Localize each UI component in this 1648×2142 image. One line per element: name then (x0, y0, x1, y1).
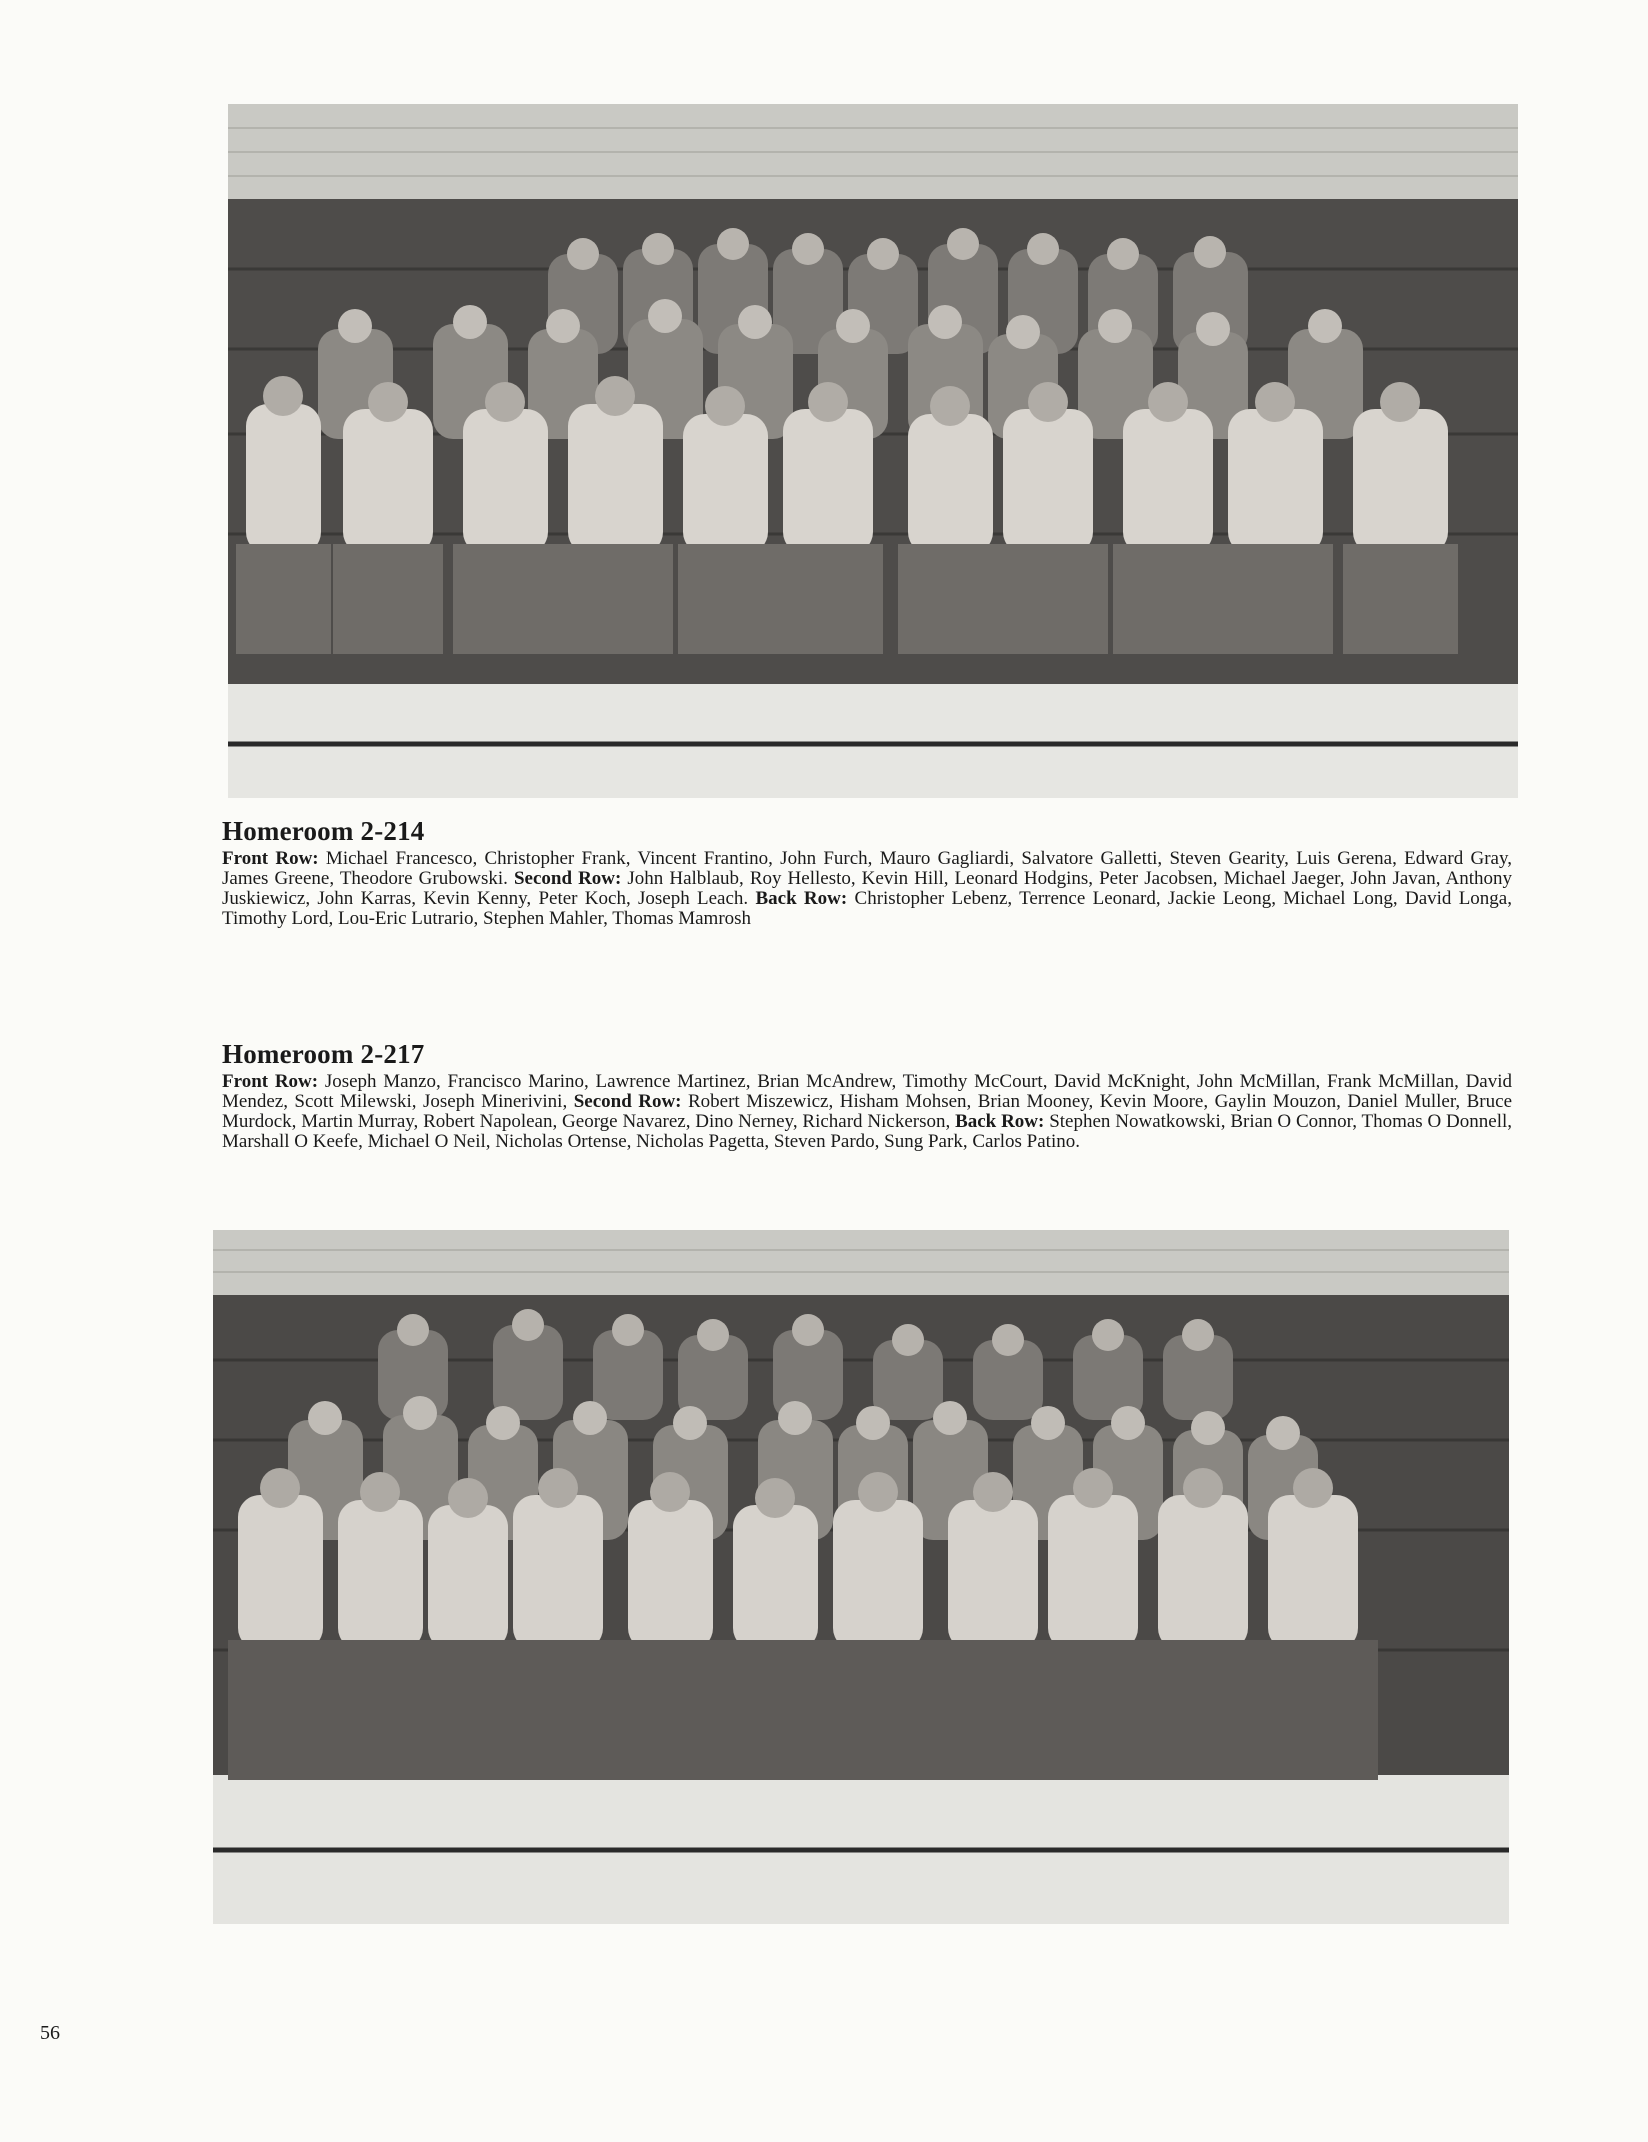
back-row-label: Back Row: (955, 1111, 1045, 1132)
homeroom-title: Homeroom 2-214 (222, 816, 425, 846)
front-row-names: Michael Francesco, Christopher Frank, Vincent Frantino, John Furch, Mauro Gagliardi, Salvatore Galletti, Steven Gearity, Luis Gerena, Edward Gray, James Greene, Theodore Grubowski. (222, 848, 1512, 889)
second-row-names: Robert Miszewicz, Hisham Mohsen, Brian Mooney, Kevin Moore, Gaylin Mouzon, Daniel Muller, Bruce Murdock, Martin Murray, Robert Napolean, George Navarez, Dino Nerney, Richard Nickerson, (222, 1091, 1513, 1132)
second-row-names: John Halblaub, Roy Hellesto, Kevin Hill, Leonard Hodgins, Peter Jacobsen, Michael Jaeger, John Javan, Anthony Juskiewicz, John Karras, Kevin Kenny, Peter Koch, Joseph Leach. (222, 868, 1512, 909)
second-row-label: Second Row: (573, 1091, 682, 1112)
back-row-label: Back Row: (755, 888, 848, 909)
homeroom-roster (222, 1072, 1512, 1152)
back-row-names: Christopher Lebenz, Terrence Leonard, Jackie Leong, Michael Long, David Longa, Timothy Lord, Lou-Eric Lutrario, Stephen Mahler, Thomas Mamrosh (222, 888, 1512, 929)
group-photo-image (228, 104, 1518, 798)
group-photo-homeroom-2-217 (213, 1230, 1509, 1924)
homeroom-title: Homeroom 2-217 (222, 1039, 425, 1069)
homeroom-roster (222, 849, 1512, 929)
homeroom-2-214-caption (222, 816, 1512, 929)
group-photo-homeroom-2-214 (228, 104, 1518, 798)
group-photo-image (213, 1230, 1509, 1924)
front-row-label: Front Row: (222, 848, 319, 869)
front-row-names: Joseph Manzo, Francisco Marino, Lawrence Martinez, Brian McAndrew, Timothy McCourt, David McKnight, John McMillan, Frank McMillan, David Mendez, Scott Milewski, Joseph Minerivini, (222, 1071, 1513, 1112)
homeroom-2-217-caption (222, 1039, 1512, 1152)
front-row-label: Front Row: (222, 1071, 319, 1092)
second-row-label: Second Row: (513, 868, 622, 889)
page-number: 56 (40, 2022, 60, 2044)
back-row-names: Stephen Nowatkowski, Brian O Connor, Thomas O Donnell, Marshall O Keefe, Michael O Neil, Nicholas Ortense, Nicholas Pagetta, Steven Pardo, Sung Park, Carlos Patino. (222, 1111, 1513, 1152)
